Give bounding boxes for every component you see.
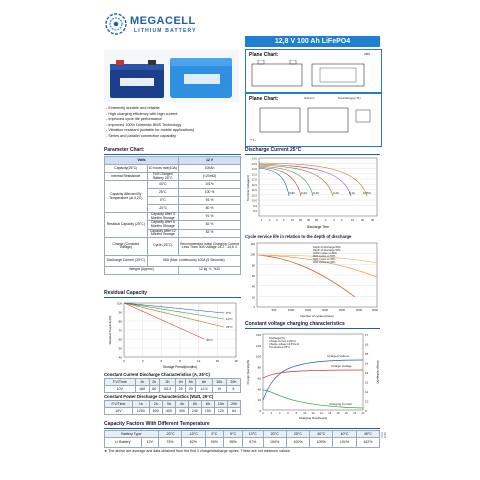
y-tick: 9 — [365, 409, 367, 413]
table-cell: 60 — [149, 386, 159, 393]
y-tick: 0 — [253, 305, 255, 309]
y-tick: 80 — [118, 319, 122, 324]
y-tick: 13.5 — [251, 161, 257, 166]
y-tick: 70 — [118, 328, 122, 333]
table-head-cell: 8h — [201, 401, 214, 408]
y-tick: 50 — [118, 346, 122, 351]
current-table-title: Constant Current Discharge Characteristics (A, 25°C) — [104, 372, 210, 377]
y-axis-label-left: Charge Quantity(%) — [246, 359, 250, 385]
x-tick: 3 — [141, 359, 144, 363]
y-tick: 9.5 — [253, 203, 257, 208]
x-tick: 2500 — [338, 308, 346, 312]
y-tick: 9.0 — [253, 209, 257, 213]
x-tick: 3 — [276, 218, 278, 222]
table-head-cell: 45°C — [356, 431, 379, 438]
x-tick: 22 — [353, 412, 357, 415]
y-tick: 10.5 — [251, 193, 257, 198]
power-table-title: Constant Power Discharge Characteristics (Watt, 25°C) — [104, 394, 214, 399]
x-tick: 0 — [262, 412, 264, 415]
param-label: Residual Capacity (25°C) — [105, 213, 148, 238]
table-head-cell: 20h — [226, 379, 240, 386]
x-tick: 6 — [287, 412, 289, 415]
y-tick: 40 — [251, 284, 255, 289]
product-title: 12,8 V 100 Ah LiFePO4 — [245, 36, 380, 47]
param-label: Capacity(25°C) — [105, 165, 148, 173]
param-cond: 0°C — [147, 197, 178, 205]
y-tick: 11.5 — [251, 182, 257, 187]
curve-label: 0,1C — [349, 191, 356, 195]
x-tick: 1 — [261, 218, 263, 222]
x-tick-labels — [261, 218, 375, 222]
table-cell: 5 — [226, 386, 240, 393]
table-head-cell: 3h — [162, 401, 175, 408]
annotation: Charged Volume — [327, 354, 350, 358]
x-tick: 60 — [315, 218, 319, 222]
param-value: 100Ah — [179, 165, 241, 173]
param-head-volts: Volts — [105, 157, 179, 165]
x-tick: 20 — [361, 218, 365, 222]
param-label: Charge (Constant Voltage) — [105, 237, 148, 255]
y-tick: 80 — [257, 365, 261, 370]
table-head-cell: 5h — [188, 401, 201, 408]
table-cell: Li Battery — [105, 438, 142, 448]
feature-item: - High charging efficiency with high current — [106, 111, 178, 116]
table-cell: 300 — [175, 408, 188, 415]
x-tick: 12 — [311, 412, 315, 415]
table-cell: 25 — [176, 386, 186, 393]
x-tick: 9 — [179, 359, 181, 363]
x-tick: 20 — [299, 218, 303, 222]
y-tick: 11.0 — [251, 188, 257, 192]
x-tick: 6 — [160, 359, 163, 363]
temp-table — [104, 430, 380, 448]
param-cond: 40°C — [147, 181, 178, 189]
y-tick-labels — [117, 302, 122, 360]
y-tick: 12.0 — [251, 177, 257, 182]
feature-item: - Improved cycle life performance — [106, 117, 163, 122]
doc-code: CSU-1000 — [381, 431, 387, 438]
table-cell: 10V — [105, 386, 136, 393]
x-axis-label: Storage Period(months) — [163, 365, 197, 369]
table-cell: 12V — [141, 438, 158, 448]
y-tick: 40 — [118, 355, 122, 360]
plane-chart-side — [245, 93, 382, 147]
table-head-cell: 2h — [149, 379, 159, 386]
param-cond: Capacity After 6 Months Storage — [147, 221, 178, 229]
param-cond: Capacity After 12 Months Storage — [147, 229, 178, 237]
param-value: 82 % — [179, 229, 241, 237]
plane-chart-code: ABS — [364, 52, 371, 56]
temp-table-title: Capacity Factors With Different Temperature — [104, 421, 210, 427]
table-head-cell: F.V/Time — [105, 401, 133, 408]
y-tick: 13.0 — [251, 167, 257, 171]
section-rule — [104, 428, 380, 429]
logo-mark-icon — [104, 12, 128, 36]
table-head-cell: 20°C — [263, 431, 286, 438]
table-head-cell: 10°C — [242, 431, 263, 438]
x-tick: 16 — [328, 412, 332, 415]
y-tick: 17 — [365, 333, 369, 337]
table-head-cell: 20h — [227, 401, 240, 408]
footnote: ★ The above are average and data obtained from the first 3 charge/discharge cycles. These are not minimum values. — [104, 449, 291, 453]
param-cond: -20°C — [147, 205, 178, 213]
current-table — [104, 378, 241, 393]
x-tick: 10 — [351, 218, 355, 222]
table-head-cell: 3h — [159, 379, 175, 386]
param-value: 91 % — [179, 213, 241, 221]
power-table — [104, 400, 241, 415]
curve-label: 10°C — [226, 317, 233, 321]
annotation: Charge Voltage — [331, 364, 352, 368]
section-rule — [245, 328, 380, 329]
discharge-current-title: Discharge Current 25°C — [245, 147, 302, 153]
x-tick: 5 — [283, 218, 285, 222]
x-tick: 2 — [269, 218, 271, 222]
y-tick: 90 — [118, 310, 122, 315]
x-tick: 18 — [234, 359, 238, 363]
table-head-cell: 4h — [176, 379, 186, 386]
feature-item: - Improved 100% Domestic BMS Technology — [106, 122, 182, 127]
curve-label: 0,4C — [313, 191, 320, 195]
table-cell: 64 — [227, 408, 240, 415]
x-tick: 1500 — [304, 308, 312, 312]
y-tick: 10 — [365, 399, 369, 404]
parameter-chart-title: Parameter Chart: — [104, 147, 145, 153]
const-voltage-chart — [245, 330, 380, 422]
y-tick: 120 — [250, 242, 255, 246]
section-rule — [245, 154, 380, 155]
legend-item: Temperature:25°C — [269, 346, 291, 349]
table-head-cell: 0°C — [205, 431, 224, 438]
x-tick: 14 — [319, 412, 323, 415]
legend-item: Discharge(%) — [269, 337, 285, 340]
param-cond: 25°C — [147, 189, 178, 197]
y-tick: 20 — [251, 295, 255, 300]
terminal-type: Terminal type (T1) — [338, 96, 361, 100]
table-row — [105, 438, 380, 448]
param-label: Discharge Current (25°C) — [105, 255, 148, 266]
plane-chart-unit: Unit:mm — [304, 96, 315, 100]
y-tick-labels — [252, 157, 258, 214]
param-value: 12 kg +/- %10 — [179, 266, 241, 274]
curve-label: 0,2C — [333, 191, 340, 195]
table-head-cell: 4h — [175, 401, 188, 408]
legend-item: Depth of discharge 80% — [313, 246, 341, 249]
feature-item: - Series and parallel connection capability — [106, 133, 177, 138]
table-head-cell: 5°C — [224, 431, 243, 438]
table-cell: 97% — [242, 438, 263, 448]
const-voltage-title: Constant voltage charging characteristics — [245, 321, 345, 327]
table-cell: 12.5 — [196, 386, 212, 393]
table-head-cell: 8h — [196, 379, 212, 386]
legend-item: 80% cycles vs 50% — [313, 255, 336, 258]
y-axis-label: Terminal Voltage(V) — [246, 174, 250, 202]
y-tick: 20 — [257, 398, 261, 403]
table-head-cell: 1h — [133, 401, 150, 408]
side-view-drawing — [250, 104, 378, 136]
param-value: 100 % — [179, 189, 241, 197]
y-tick-labels — [250, 242, 255, 309]
table-cell: 95% — [224, 438, 243, 448]
table-head-cell: 25°C — [286, 431, 309, 438]
x-tick: 18 — [336, 412, 340, 415]
y-tick: 140 — [255, 333, 261, 337]
x-tick: 4 — [278, 412, 281, 415]
param-head-value: 12 V — [179, 157, 241, 165]
param-value: (<20mΩ) — [179, 173, 241, 181]
y-tick: 40 — [257, 387, 261, 392]
table-head-cell: -20°C — [158, 431, 181, 438]
y-tick: 100 — [255, 354, 261, 359]
x-tick: 24 — [361, 412, 365, 415]
curve-label: 0,05C — [363, 191, 372, 195]
table-cell: 101% — [333, 438, 356, 448]
table-head-cell: F.V/Time — [105, 379, 136, 386]
table-head-cell: 10h — [214, 401, 227, 408]
x-tick-labels — [272, 308, 379, 312]
y-axis-label: Residual Capacity(%) — [108, 315, 112, 345]
table-head-cell: 40°C — [333, 431, 356, 438]
y-tick: 0 — [259, 409, 261, 413]
section-rule — [104, 154, 241, 155]
legend-item: 100% cycles vs 80% — [313, 252, 337, 255]
param-label: Weight (Approx) — [105, 266, 179, 274]
table-cell: 400 — [162, 408, 175, 415]
plane-chart-top — [245, 49, 382, 93]
param-cond: 10 hours rate(10A) — [147, 165, 178, 173]
table-head-cell: 2h — [149, 401, 162, 408]
param-label: Capacity Affected By Temperature (at 0,2C) — [105, 181, 148, 213]
y-tick: 11 — [365, 390, 369, 394]
param-cond: Cycle (25°C) — [147, 237, 178, 255]
x-tick: 12 — [197, 359, 201, 363]
x-tick: 30 — [307, 218, 311, 222]
y-tick: 15 — [365, 352, 369, 356]
feature-item: - Extremely durable and reliable — [106, 106, 160, 110]
x-axis-label: Discharge Time — [306, 225, 330, 229]
table-head-cell: 1h — [135, 379, 149, 386]
table-cell: 240 — [188, 408, 201, 415]
x-tick: 10 — [291, 218, 295, 222]
y-tick: 16 — [365, 342, 369, 347]
x-tick: 3000 — [355, 308, 363, 312]
legend-item: Depth of discharge 50% — [313, 249, 341, 252]
legend-item: Charge current 0,25CA — [269, 340, 296, 343]
table-head-cell: Battery Type — [105, 431, 159, 438]
y-tick: 80 — [251, 263, 255, 268]
legend-item: 30% cycles vs 30% — [313, 261, 336, 264]
param-value: 80 % — [179, 205, 241, 213]
param-cond: Full Charged Battery 25°C — [147, 173, 178, 181]
y-tick: 60 — [257, 376, 261, 381]
table-cell: 100% — [263, 438, 286, 448]
plane-chart-title: Plane Chart: — [249, 52, 279, 58]
x-tick: 2 — [325, 218, 327, 222]
right-ticks — [365, 333, 369, 413]
param-value: 101% — [179, 181, 241, 189]
x-tick: 30 — [371, 218, 375, 222]
x-tick: 1000 — [287, 308, 295, 312]
legend-item: 50% cycles vs 30% — [313, 258, 336, 261]
param-cond: Capacity After 3 Months Storage — [147, 213, 178, 221]
table-cell: 120 — [214, 408, 227, 415]
table-row — [105, 408, 241, 415]
residual-capacity-title: Residual Capacity — [104, 290, 148, 296]
table-cell: 20 — [186, 386, 196, 393]
param-cond: 50A (Max. continuous) 100A (5 Seconds) — [147, 255, 240, 266]
feature-item: - Vibration resistant (suitable for mobile applications) — [106, 128, 195, 133]
x-tick-labels — [262, 411, 365, 415]
x-tick: 500 — [271, 308, 277, 312]
param-value: 82 % — [179, 221, 241, 229]
curve-label: 0°C — [226, 311, 232, 315]
x-axis-label: Number of cycles (times) — [300, 314, 334, 318]
table-cell: 102% — [356, 438, 379, 448]
param-value: 93 % — [179, 197, 241, 205]
table-cell: 100% — [286, 438, 309, 448]
brand-logo — [104, 12, 214, 38]
x-tick: 5 — [341, 218, 343, 222]
y-tick: 10.0 — [251, 198, 257, 203]
top-view-drawing — [250, 60, 378, 90]
residual-capacity-chart — [104, 299, 241, 371]
table-cell: 93% — [205, 438, 224, 448]
brand-tagline: LITHIUM BATTERY — [134, 28, 197, 34]
table-cell: 73% — [158, 438, 181, 448]
left-ticks — [256, 333, 261, 413]
y-tick: 60 — [118, 337, 122, 342]
param-label: Internal Resistance — [105, 173, 148, 181]
curve-label: 25°C — [226, 325, 233, 329]
curve-label: 0,8C — [289, 191, 296, 195]
y-tick: 60 — [251, 274, 255, 278]
curve-label: 40°C — [206, 338, 213, 342]
table-head-cell: -10°C — [182, 431, 205, 438]
x-tick: 20 — [344, 412, 348, 415]
y-tick: 14.0 — [251, 156, 257, 161]
y-tick: 13 — [365, 371, 369, 375]
x-tick: 2000 — [321, 308, 329, 312]
y-tick: 12.5 — [251, 172, 257, 177]
table-cell: 10 — [212, 386, 226, 393]
curve-label: 0,6C — [301, 191, 308, 195]
x-tick: 10 — [303, 412, 307, 415]
table-row — [105, 386, 241, 393]
cycle-life-title: Cycle service life in relation to the depth of discharge — [245, 234, 352, 239]
table-cell: 10V — [105, 408, 133, 415]
y-tick: 100 — [116, 301, 122, 306]
y-tick: 120 — [255, 343, 261, 348]
x-tick-labels — [123, 359, 238, 363]
y-axis-label-right: Charge Voltage(V) — [376, 360, 380, 384]
x-tick: 2 — [270, 412, 273, 415]
param-value: Recommended Initial Charging Current Less Than 30A Voltage 14,2 - 14,6 V — [179, 237, 241, 255]
table-cell: 1200 — [133, 408, 150, 415]
x-axis-label: Charging time(hours) — [298, 416, 328, 420]
table-cell: 82% — [182, 438, 205, 448]
table-cell: 160 — [135, 386, 149, 393]
feature-list — [106, 106, 241, 140]
x-tick: 0 — [123, 359, 125, 363]
x-tick: 8 — [295, 412, 298, 415]
table-cell: 100% — [310, 438, 333, 448]
discharge-current-chart — [245, 156, 380, 232]
x-tick: 3 — [333, 218, 335, 222]
table-head-cell: 5h — [186, 379, 196, 386]
product-photo — [104, 50, 239, 102]
parameter-table — [104, 156, 241, 275]
table-head-cell: 30°C — [310, 431, 333, 438]
annotation: Charging Current — [329, 402, 353, 406]
x-tick: 15 — [215, 359, 219, 363]
table-cell: 600 — [149, 408, 162, 415]
table-head-cell: 10h — [212, 379, 226, 386]
y-tick: 100 — [250, 252, 255, 257]
y-tick: 14 — [365, 361, 369, 366]
brand-name: MEGACELL — [130, 15, 196, 27]
legend-item: Charge voltage 14,6V/unit — [269, 343, 299, 346]
cycle-life-chart — [245, 241, 380, 319]
section-rule — [104, 297, 241, 298]
y-tick: 12 — [365, 380, 369, 385]
plane-chart-title: Plane Chart: — [249, 96, 279, 102]
table-cell: 150 — [201, 408, 214, 415]
polarity-mark: + / - — [250, 138, 257, 142]
x-tick: 3500 — [371, 308, 379, 312]
table-cell: 53.3 — [159, 386, 175, 393]
datasheet — [100, 8, 387, 472]
